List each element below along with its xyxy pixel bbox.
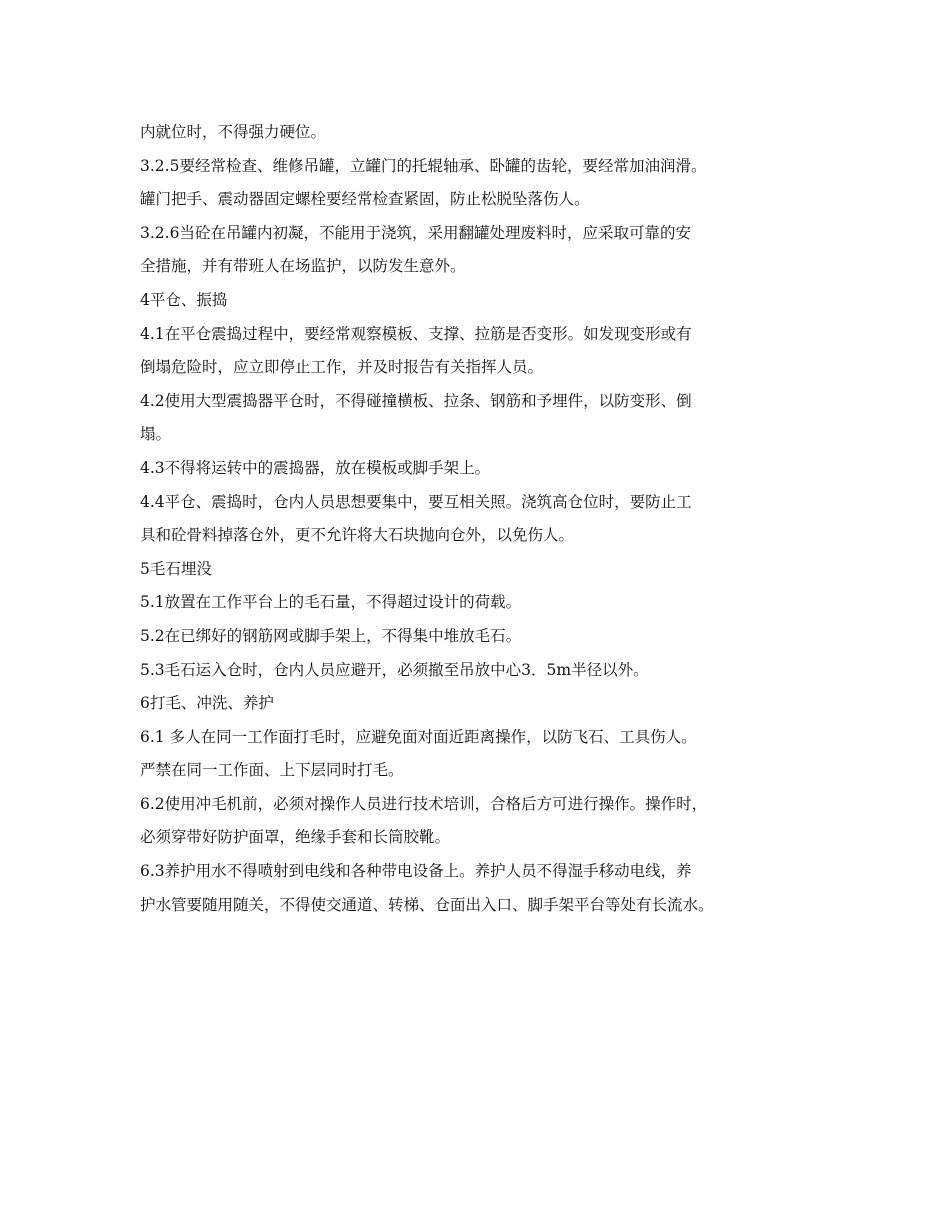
text-line: 4.1在平仓震捣过程中，要经常观察模板、支撑、拉筋是否变形。如发现变形或有: [140, 324, 692, 343]
text-line: 护水管要随用随关，不得使交通道、转梯、仓面出入口、脚手架平台等处有长流水。: [140, 895, 714, 914]
text-line: 3.2.6当砼在吊罐内初凝，不能用于浇筑，采用翻罐处理废料时，应采取可靠的安: [140, 223, 691, 242]
text-line: 6.1 多人在同一工作面打毛时，应避免面对面近距离操作，以防飞石、工具伤人。: [140, 727, 697, 746]
text-line: 具和砼骨料掉落仓外，更不允许将大石块抛向仓外，以免伤人。: [140, 526, 575, 545]
text-line: 6.3养护用水不得喷射到电线和各种带电设备上。养护人员不得湿手移动电线，养: [140, 862, 692, 881]
text-line: 内就位时，不得强力硬位。: [140, 123, 327, 141]
document-body: [140, 116, 830, 922]
section-heading: 6打毛、冲洗、养护: [140, 694, 274, 713]
text-line: 6.2使用冲毛机前，必须对操作人员进行技术培训，合格后方可进行操作。操作时，: [140, 794, 708, 813]
text-line: 全措施，并有带班人在场监护，以防发生意外。: [140, 257, 466, 276]
text-line: 5.3毛石运入仓时，仓内人员应避开，必须撤至吊放中心3．5m半径以外。: [140, 660, 649, 679]
text-line: 3.2.5要经常检查、维修吊罐，立罐门的托辊轴承、卧罐的齿轮，要经常加油润滑。: [140, 156, 707, 175]
text-line: 倒塌危险时，应立即停止工作，并及时报告有关指挥人员。: [140, 358, 544, 377]
section-heading: 4平仓、振捣: [140, 290, 228, 309]
text-line: 必须穿带好防护面罩，绝缘手套和长筒胶靴。: [140, 828, 451, 847]
text-line: 严禁在同一工作面、上下层同时打毛。: [140, 761, 404, 780]
text-line: 4.4平仓、震捣时，仓内人员思想要集中，要互相关照。浇筑高仓位时，要防止工: [140, 492, 692, 511]
text-line: 罐门把手、震动器固定螺栓要经常检查紧固，防止松脱坠落伤人。: [140, 190, 590, 209]
section-heading: 5毛石埋没: [140, 559, 212, 578]
text-line: 4.2使用大型震捣器平仓时，不得碰撞横板、拉条、钢筋和予埋件，以防变形、倒: [140, 391, 692, 410]
text-line: 5.2在已绑好的钢筋网或脚手架上，不得集中堆放毛石。: [140, 626, 522, 645]
text-line: 4.3不得将运转中的震捣器，放在模板或脚手架上。: [140, 458, 491, 477]
text-line: 塌。: [140, 425, 172, 444]
text-line: 5.1放置在工作平台上的毛石量，不得超过设计的荷载。: [140, 593, 522, 612]
